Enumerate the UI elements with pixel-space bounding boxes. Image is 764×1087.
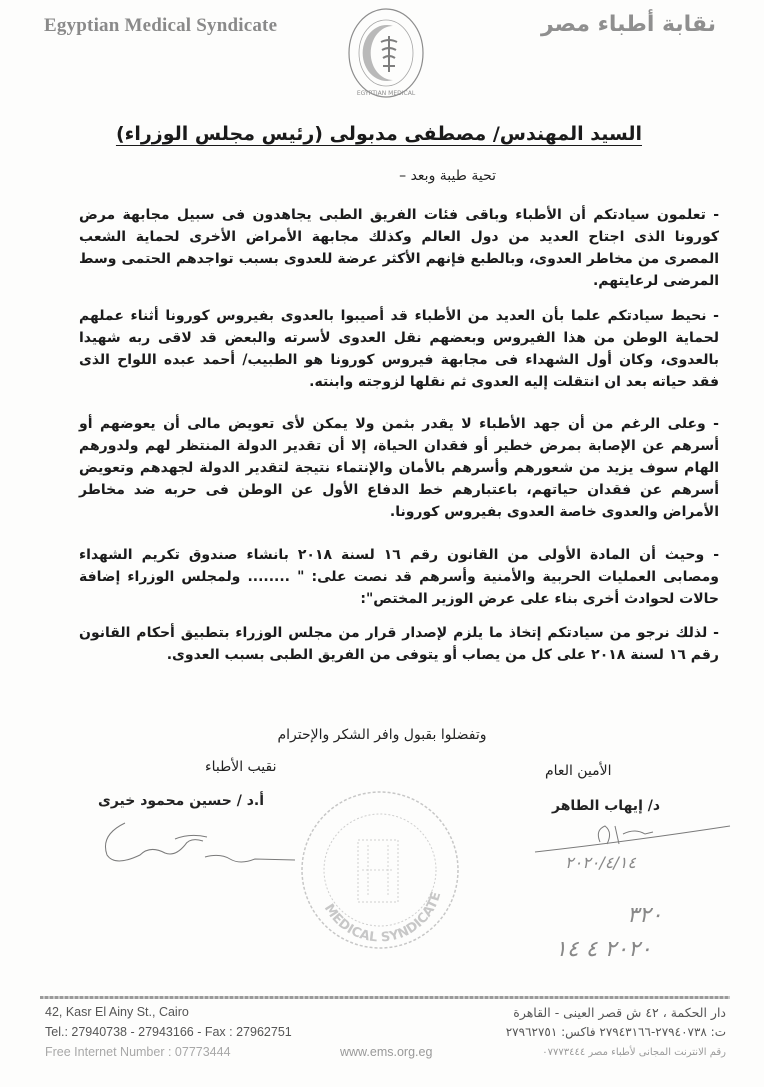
paragraph-1: - تعلمون سيادتكم أن الأطباء وباقى فئات الفريق الطبى يجاهدون فى سبيل مجابهة مرض كورونا الذى اجتاح العديد من دول العالم وكذلك مجابهة الأمراض الأخرى لحماية الشعب المصرى من مخاطر العدوى، وبالطبع فإنهم الأكثر عرضة للعدوى بسبب تواجدهم الحتمى وسط المرضى لرعايتهم. bbox=[79, 207, 719, 289]
footer-free-internet-english: Free Internet Number : 07773444 bbox=[45, 1045, 231, 1059]
footer-phones-english: Tel.: 27940738 - 27943166 - Fax : 27962751 bbox=[45, 1025, 292, 1039]
handwritten-date-2: ٢٠٢٠ ٤ ١٤ bbox=[555, 937, 652, 962]
greeting: تحية طيبة وبعد – bbox=[399, 168, 496, 184]
handwritten-date-1: ٢٠٢٠/٤/١٤ bbox=[565, 853, 636, 872]
footer-website-link[interactable]: www.ems.org.eg bbox=[340, 1045, 433, 1059]
syndicate-logo bbox=[345, 4, 427, 102]
closing-line: وتفضلوا بقبول وافر الشكر والإحترام bbox=[277, 727, 487, 743]
org-name-arabic: نقابة أطباء مصر bbox=[540, 12, 716, 37]
signatory-title-syndicate-head: نقيب الأطباء bbox=[205, 759, 277, 775]
svg-text:MEDICAL SYNDICATE: MEDICAL SYNDICATE bbox=[320, 890, 445, 946]
signatory-title-secretary-general: الأمين العام bbox=[545, 763, 612, 779]
paragraph-3: - وعلى الرغم من أن جهد الأطباء لا يقدر بثمن ولا يمكن لأى تعويض مالى أن يعوضهم أو أسرهم عن الإصابة بمرض خطير أو فقدان الحياة، إلا أن تقدير الدولة المنتظر لهم ولدورهم الهام سوف يزيد من شعورهم وأسرهم بالأمان والإنتماء نتيجة لتقدير الدولة لجهدهم وتعويض أسرهم عن فقدان حياتهم، باعتبارهم خط الدفاع الأول عن الوطن فى حربه ضد مخاطر الأمراض والعدوى خاصة العدوى بفيروس كورونا. bbox=[79, 416, 719, 520]
handwritten-annotations bbox=[545, 855, 745, 975]
paragraph-4: - وحيث أن المادة الأولى من القانون رقم ١٦ لسنة ٢٠١٨ بانشاء صندوق تكريم الشهداء ومصابى العمليات الحربية والأمنية وأسرهم قد نصت على: " ........ ولمجلس الوزراء إضافة حالات لحوادث أخرى بناء على عرض الوزير المختص": bbox=[79, 547, 720, 607]
footer-address-english: 42, Kasr El Ainy St., Cairo bbox=[45, 1005, 189, 1019]
footer-address-arabic: دار الحكمة ، ٤٢ ش قصر العينى - القاهرة bbox=[513, 1005, 726, 1020]
caduceus-icon bbox=[381, 36, 397, 72]
paragraph-5: - لذلك نرجو من سيادتكم إتخاذ ما يلزم لإصدار قرار من مجلس الوزراء بتطبيق أحكام القانون رقم ١٦ لسنة ٢٠١٨ على كل من يصاب أو يتوفى من الفريق الطبى بسبب العدوى. bbox=[79, 625, 719, 663]
footer-divider bbox=[40, 996, 730, 999]
footer-free-internet-arabic: رقم الانترنت المجانى لأطباء مصر ٠٧٧٧٣٤٤٤ bbox=[542, 1047, 726, 1058]
addressee-title: السيد المهندس/ مصطفى مدبولى (رئيس مجلس الوزراء) bbox=[115, 123, 642, 145]
footer-phones-arabic: ت: ٢٧٩٤٠٧٣٨-٢٧٩٤٣١٦٦ فاكس: ٢٧٩٦٢٧٥١ bbox=[505, 1025, 726, 1039]
signatory-name-secretary-general: د/ إيهاب الطاهر bbox=[552, 798, 661, 814]
org-name-english: Egyptian Medical Syndicate bbox=[44, 15, 278, 36]
signature-syndicate-head bbox=[95, 815, 325, 875]
svg-text:EGYPTIAN MEDICAL: EGYPTIAN MEDICAL bbox=[356, 90, 416, 97]
signatory-name-syndicate-head: أ.د / حسين محمود خيرى bbox=[98, 793, 265, 809]
handwritten-reference-number: ٣٢٠ bbox=[627, 903, 663, 928]
paragraph-2: - نحيط سيادتكم علما بأن العديد من الأطباء قد أصيبوا بالعدوى بفيروس كورونا أثناء عملهم لحماية الوطن من هذا الفيروس وبعضهم نقل العدوى لأسرته والبعض قد لاقى ربه شهيدا بالعدوى، وكان أول الشهداء فى مجابهة فيروس كورونا هو الطبيب/ أحمد عبده اللواح الذى فقد حياته بعد ان انتقلت إليه العدوى ثم نقلها لزوجته وابنته. bbox=[79, 308, 719, 390]
